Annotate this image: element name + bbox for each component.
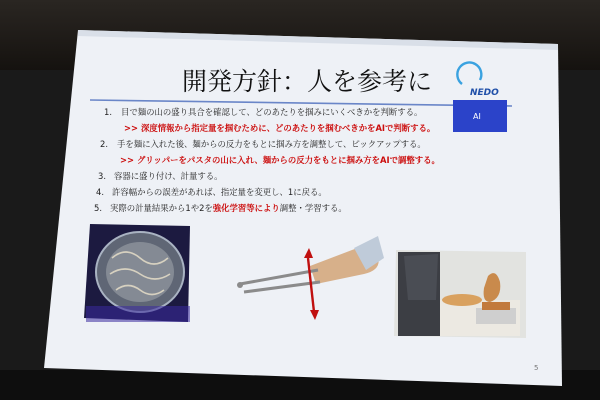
item-emphasis: >> グリッパーをパスタの山に入れ、麺からの反力をもとに掴み方をAIで調整する。: [120, 155, 440, 165]
item-number: 2.: [100, 139, 108, 149]
item-text: 手を麺に入れた後、麺からの反力をもとに掴み方を調整して、ピックアップする。: [117, 139, 426, 149]
item-text: 許容幅からの誤差があれば、指定量を変更し、1に戻る。: [112, 187, 327, 197]
item-number: 3.: [98, 171, 106, 181]
item-emphasis: >> 深度情報から指定量を掴むために、どのあたりを掴むべきかをAIで判断する。: [124, 123, 436, 133]
slide-title: 開発方針：人を参考に: [182, 67, 433, 96]
list-item: [120, 155, 440, 165]
item-text: 容器に盛り付け、計量する。: [114, 171, 223, 181]
list-item: [94, 203, 347, 213]
item-number: 5.: [94, 203, 102, 213]
pasta-dish-photo: [84, 224, 190, 322]
nedo-logo-text: NEDO: [470, 88, 499, 98]
list-item: [98, 171, 223, 181]
list-item: [100, 139, 426, 149]
person-serving-pasta-photo: [394, 250, 526, 338]
list-item: [104, 107, 422, 117]
list-item: [96, 187, 327, 197]
item-number: 1.: [104, 107, 112, 117]
item-text-mixed: 実際の計量結果から1や2を強化学習等により調整・学習する。: [110, 203, 347, 213]
item-text: 目で麺の山の盛り具合を確認して、どのあたりを掴みにいくべきかを判断する。: [121, 107, 423, 117]
ai-badge-label: AI: [473, 112, 481, 121]
page-number: 5: [534, 364, 539, 372]
list-item: [124, 123, 435, 133]
item-number: 4.: [96, 187, 104, 197]
